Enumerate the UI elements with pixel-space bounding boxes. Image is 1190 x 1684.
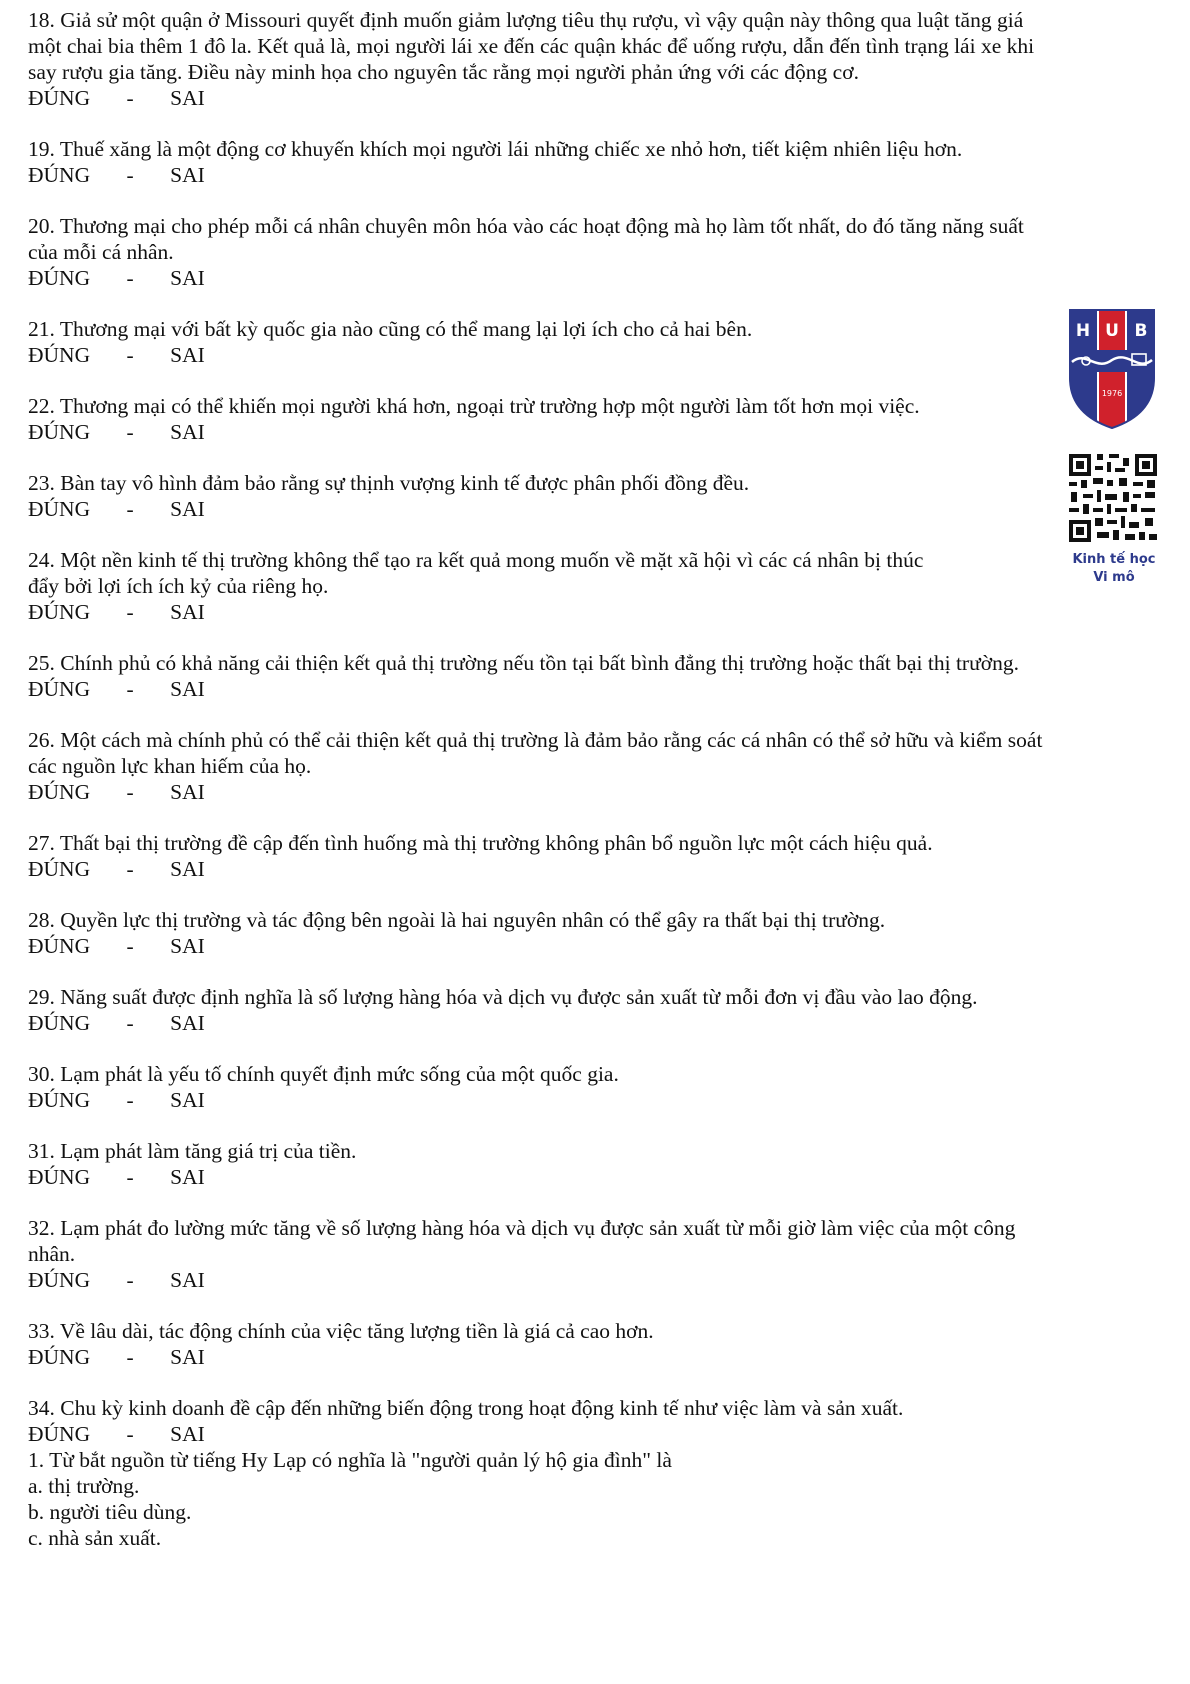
- mc-option-a: a. thị trường.: [28, 1474, 140, 1498]
- true-option: ĐÚNG: [28, 934, 91, 958]
- answer-options-31: [28, 1163, 205, 1191]
- question-26-line-1: 26. Một cách mà chính phủ có thể cải thiện kết quả thị trường là đảm bảo rằng các cá nhân có thể sở hữu và kiểm soát: [28, 728, 1043, 752]
- option-separator: -: [126, 1345, 134, 1369]
- answer-options-19: [28, 161, 205, 189]
- question-25-line-1: 25. Chính phủ có khả năng cải thiện kết quả thị trường nếu tồn tại bất bình đẳng thị trường hoặc thất bại thị trường.: [28, 651, 1019, 675]
- mc-question-1-stem: 1. Từ bắt nguồn từ tiếng Hy Lạp có nghĩa là "người quản lý hộ gia đình" là: [28, 1448, 672, 1472]
- answer-options-26: [28, 778, 205, 806]
- qr-code: [1067, 452, 1159, 544]
- true-option: ĐÚNG: [28, 600, 91, 624]
- answer-options-20: [28, 264, 205, 292]
- question-32-line-1: 32. Lạm phát đo lường mức tăng về số lượng hàng hóa và dịch vụ được sản xuất từ mỗi giờ làm việc của một công: [28, 1216, 1016, 1240]
- answer-options-28: [28, 932, 205, 960]
- question-30-line-1: 30. Lạm phát là yếu tố chính quyết định mức sống của một quốc gia.: [28, 1062, 619, 1086]
- answer-options-22: [28, 418, 205, 446]
- false-option: SAI: [170, 1011, 205, 1035]
- option-separator: -: [126, 780, 134, 804]
- answer-options-27: [28, 855, 205, 883]
- true-option: ĐÚNG: [28, 780, 91, 804]
- question-31-line-1: 31. Lạm phát làm tăng giá trị của tiền.: [28, 1139, 357, 1163]
- option-separator: -: [126, 1011, 134, 1035]
- logo-year: 1976: [1101, 389, 1123, 398]
- answer-options-32: [28, 1266, 205, 1294]
- answer-options-23: [28, 495, 205, 523]
- answer-options-34: [28, 1420, 205, 1448]
- true-option: ĐÚNG: [28, 857, 91, 881]
- option-separator: -: [126, 497, 134, 521]
- question-18-line-3: say rượu gia tăng. Điều này minh họa cho nguyên tắc rằng mọi người phản ứng với các động cơ.: [28, 60, 859, 84]
- false-option: SAI: [170, 86, 205, 110]
- qr-caption-line-2: Vi mô: [1093, 570, 1135, 585]
- question-28-line-1: 28. Quyền lực thị trường và tác động bên ngoài là hai nguyên nhân có thể gây ra thất bại thị trường.: [28, 908, 886, 932]
- true-option: ĐÚNG: [28, 1165, 91, 1189]
- false-option: SAI: [170, 1422, 205, 1446]
- answer-options-33: [28, 1343, 205, 1371]
- false-option: SAI: [170, 1165, 205, 1189]
- true-option: ĐÚNG: [28, 1088, 91, 1112]
- option-separator: -: [126, 1422, 134, 1446]
- true-option: ĐÚNG: [28, 86, 91, 110]
- false-option: SAI: [170, 857, 205, 881]
- hub-logo: [1066, 306, 1158, 432]
- false-option: SAI: [170, 1088, 205, 1112]
- question-18-line-1: 18. Giả sử một quận ở Missouri quyết định muốn giảm lượng tiêu thụ rượu, vì vậy quận này thông qua luật tăng giá: [28, 8, 1024, 32]
- logo-letter-b: B: [1134, 321, 1148, 341]
- mc-option-c: c. nhà sản xuất.: [28, 1526, 162, 1550]
- true-option: ĐÚNG: [28, 1422, 91, 1446]
- question-24-line-1: 24. Một nền kinh tế thị trường không thể tạo ra kết quả mong muốn về mặt xã hội vì các cá nhân bị thúc: [28, 548, 924, 572]
- option-separator: -: [126, 86, 134, 110]
- option-separator: -: [126, 266, 134, 290]
- question-23-line-1: 23. Bàn tay vô hình đảm bảo rằng sự thịnh vượng kinh tế được phân phối đồng đều.: [28, 471, 750, 495]
- logo-letter-u: U: [1105, 321, 1119, 341]
- option-separator: -: [126, 1088, 134, 1112]
- option-separator: -: [126, 1165, 134, 1189]
- question-20-line-1: 20. Thương mại cho phép mỗi cá nhân chuyên môn hóa vào các hoạt động mà họ làm tốt nhất, do đó tăng năng suất: [28, 214, 1024, 238]
- question-19-line-1: 19. Thuế xăng là một động cơ khuyến khích mọi người lái những chiếc xe nhỏ hơn, tiết kiệm nhiên liệu hơn.: [28, 137, 963, 161]
- true-option: ĐÚNG: [28, 1268, 91, 1292]
- question-32-line-2: nhân.: [28, 1242, 76, 1266]
- question-26-line-2: các nguồn lực khan hiếm của họ.: [28, 754, 312, 778]
- mc-option-b: b. người tiêu dùng.: [28, 1500, 192, 1524]
- answer-options-24: [28, 598, 205, 626]
- true-option: ĐÚNG: [28, 266, 91, 290]
- false-option: SAI: [170, 497, 205, 521]
- option-separator: -: [126, 343, 134, 367]
- question-21-line-1: 21. Thương mại với bất kỳ quốc gia nào cũng có thể mang lại lợi ích cho cả hai bên.: [28, 317, 753, 341]
- true-option: ĐÚNG: [28, 1011, 91, 1035]
- option-separator: -: [126, 600, 134, 624]
- true-option: ĐÚNG: [28, 163, 91, 187]
- true-option: ĐÚNG: [28, 677, 91, 701]
- question-24-line-2: đẩy bởi lợi ích ích kỷ của riêng họ.: [28, 574, 329, 598]
- true-option: ĐÚNG: [28, 343, 91, 367]
- option-separator: -: [126, 163, 134, 187]
- question-20-line-2: của mỗi cá nhân.: [28, 240, 174, 264]
- false-option: SAI: [170, 163, 205, 187]
- qr-caption-line-1: Kinh tế học: [1072, 552, 1156, 567]
- true-option: ĐÚNG: [28, 420, 91, 444]
- option-separator: -: [126, 934, 134, 958]
- false-option: SAI: [170, 1345, 205, 1369]
- question-33-line-1: 33. Về lâu dài, tác động chính của việc tăng lượng tiền là giá cả cao hơn.: [28, 1319, 654, 1343]
- option-separator: -: [126, 857, 134, 881]
- true-option: ĐÚNG: [28, 1345, 91, 1369]
- answer-options-30: [28, 1086, 205, 1114]
- false-option: SAI: [170, 343, 205, 367]
- question-22-line-1: 22. Thương mại có thể khiến mọi người khá hơn, ngoại trừ trường hợp một người làm tốt hơn mọi việc.: [28, 394, 920, 418]
- question-18-line-2: một chai bia thêm 1 đô la. Kết quả là, mọi người lái xe đến các quận khác để uống rượu, dẫn đến tình trạng lái xe khi: [28, 34, 1035, 58]
- question-29-line-1: 29. Năng suất được định nghĩa là số lượng hàng hóa và dịch vụ được sản xuất từ mỗi đơn vị đầu vào lao động.: [28, 985, 978, 1009]
- logo-letter-h: H: [1075, 321, 1091, 341]
- option-separator: -: [126, 420, 134, 444]
- false-option: SAI: [170, 780, 205, 804]
- answer-options-21: [28, 341, 205, 369]
- false-option: SAI: [170, 677, 205, 701]
- false-option: SAI: [170, 1268, 205, 1292]
- answer-options-29: [28, 1009, 205, 1037]
- question-27-line-1: 27. Thất bại thị trường đề cập đến tình huống mà thị trường không phân bổ nguồn lực một cách hiệu quả.: [28, 831, 933, 855]
- false-option: SAI: [170, 266, 205, 290]
- option-separator: -: [126, 677, 134, 701]
- false-option: SAI: [170, 600, 205, 624]
- answer-options-18: [28, 84, 205, 112]
- true-option: ĐÚNG: [28, 497, 91, 521]
- question-34-line-1: 34. Chu kỳ kinh doanh đề cập đến những biến động trong hoạt động kinh tế như việc làm và sản xuất.: [28, 1396, 904, 1420]
- false-option: SAI: [170, 420, 205, 444]
- false-option: SAI: [170, 934, 205, 958]
- answer-options-25: [28, 675, 205, 703]
- option-separator: -: [126, 1268, 134, 1292]
